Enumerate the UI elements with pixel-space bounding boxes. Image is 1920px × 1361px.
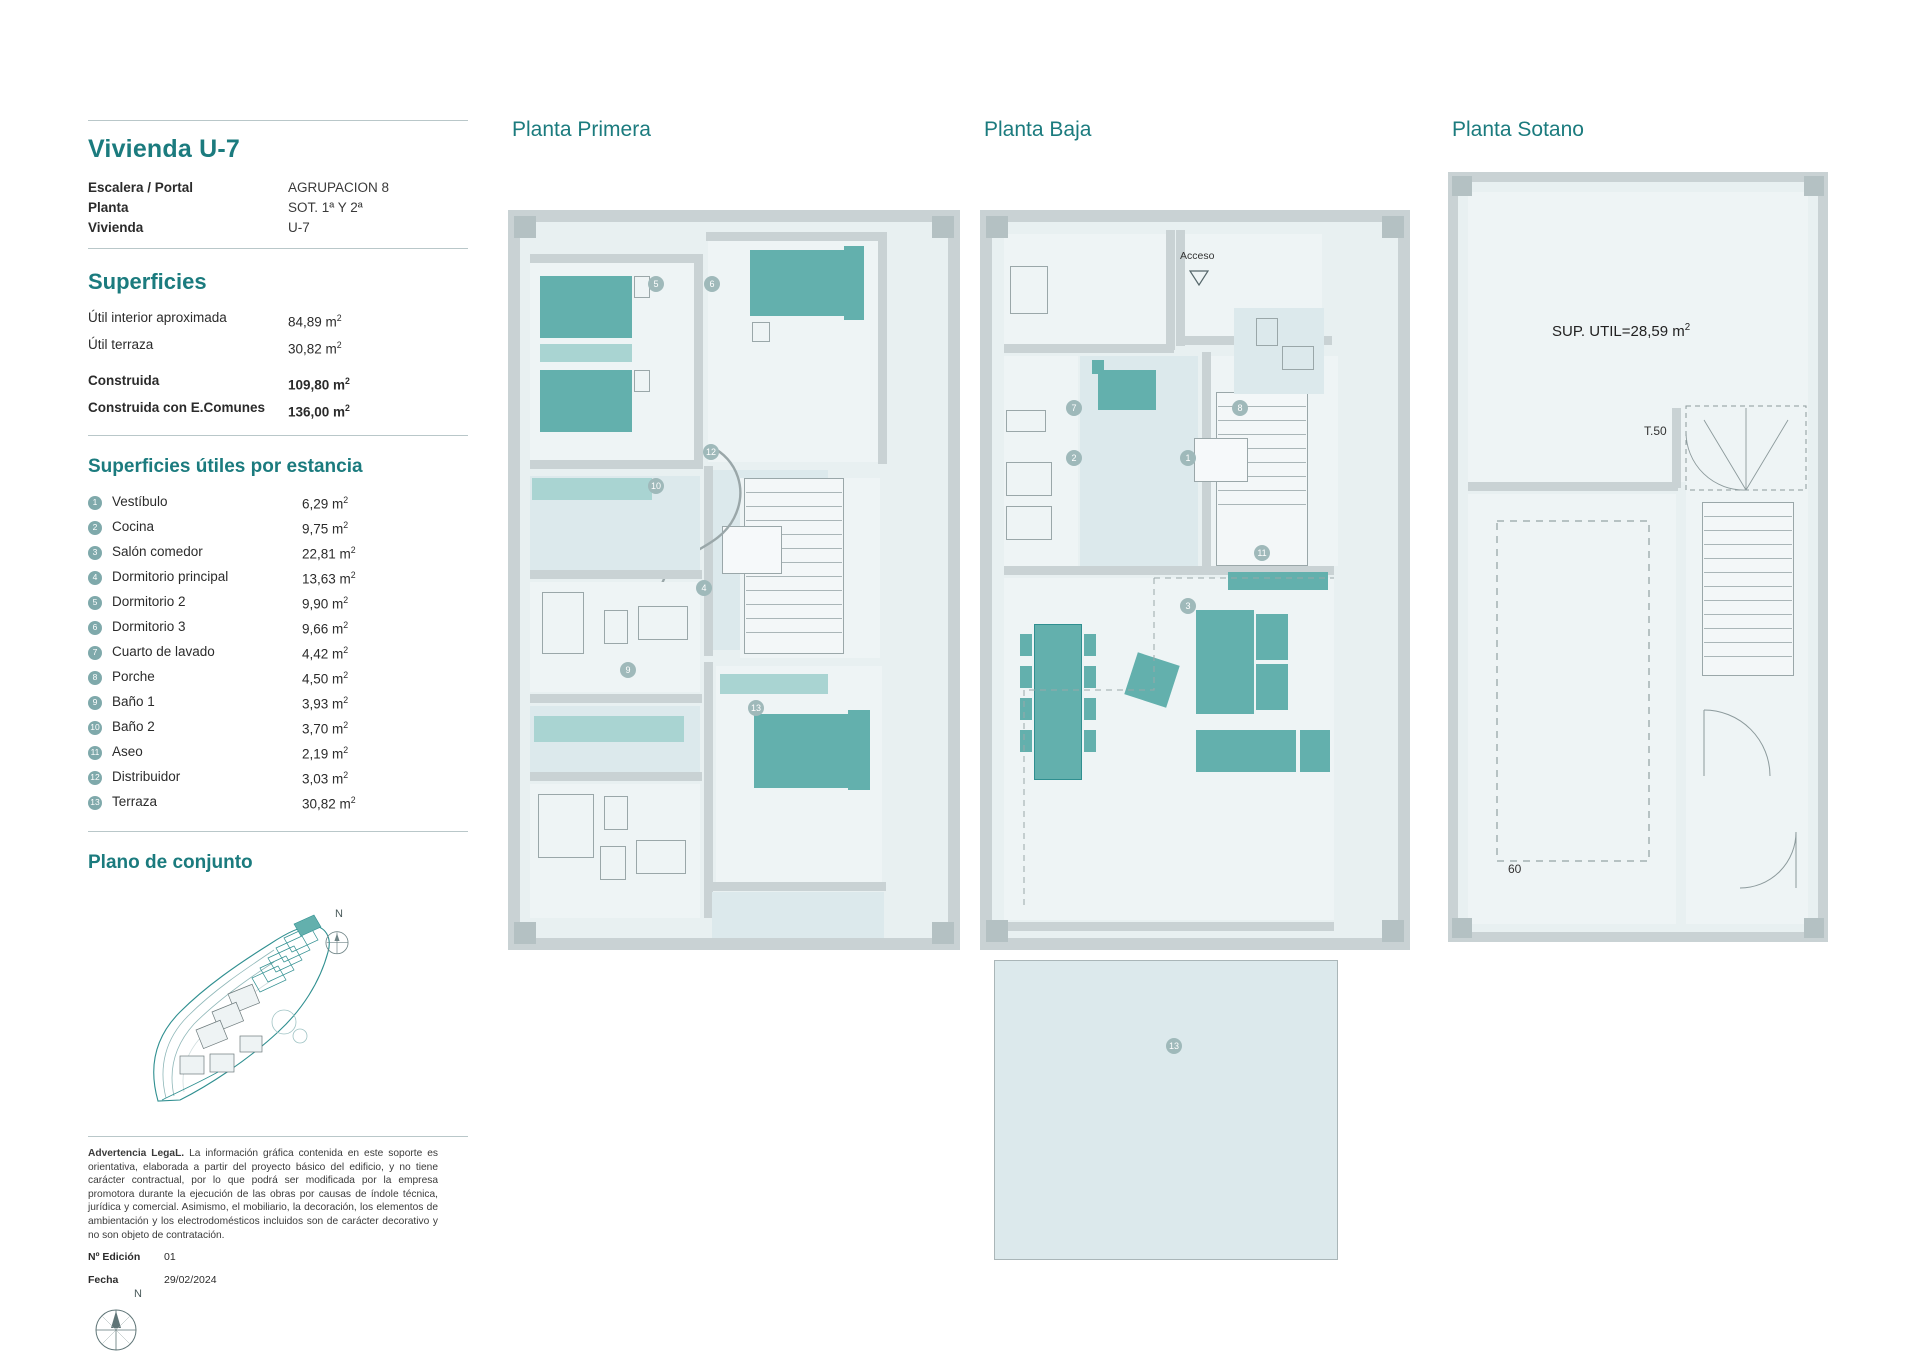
room-marker-8: 8 <box>1232 400 1248 416</box>
room-marker-2: 2 <box>1066 450 1082 466</box>
room-number-badge: 10 <box>88 721 102 735</box>
room-name: Baño 1 <box>112 694 155 710</box>
edition-value: 01 <box>164 1251 176 1264</box>
room-marker-1: 1 <box>1180 450 1196 466</box>
room-marker-3: 3 <box>1180 598 1196 614</box>
surface-row <box>88 370 468 397</box>
room-area: 9,90 $m^2$ <box>302 595 349 612</box>
list-item <box>88 665 468 690</box>
list-item <box>88 640 468 665</box>
surface-row <box>88 397 468 424</box>
list-item <box>88 540 468 565</box>
room-marker-5: 5 <box>648 276 664 292</box>
surface-label: Construida con E.Comunes <box>88 399 266 415</box>
room-name: Dormitorio principal <box>112 569 229 585</box>
surface-label: Construida <box>88 373 160 388</box>
room-area: 3,93 $m^2$ <box>302 695 349 712</box>
date-value: 29/02/2024 <box>164 1274 217 1287</box>
surface-label: Útil terraza <box>88 336 154 352</box>
room-number-badge: 5 <box>88 596 102 610</box>
room-number-badge: 1 <box>88 496 102 510</box>
compass-icon-small <box>320 924 354 958</box>
list-item <box>88 590 468 615</box>
edition-label: Nº Edición <box>88 1251 141 1264</box>
list-item <box>88 515 468 540</box>
room-area: 3,03 $m^2$ <box>302 770 349 787</box>
room-number-badge: 7 <box>88 646 102 660</box>
parking-number-label: 60 <box>1508 862 1522 876</box>
surface-label: Útil interior aproximada <box>88 310 227 325</box>
surface-value: 30,82 $m^2$ <box>288 339 342 356</box>
list-item <box>88 490 468 515</box>
date-row <box>88 1273 468 1288</box>
acceso-label: Acceso <box>1180 250 1215 262</box>
legal-body: La información gráfica contenida en este soporte es orientativa, elaborada a partir del proyecto básico del edificio, y no tiene carácter contractual, por lo que podrá ser modificada por la empresa promotora durante la ejecución de las obras por causas de índole técnica, jurídica y comercial. Asimismo, el mobiliario, la decoración, los elementos de ambientación y los electrodomésticos incluidos son de carácter decorativo y no son objeto de contratación. <box>88 1148 438 1241</box>
info-panel <box>88 120 468 1361</box>
room-marker-9: 9 <box>620 662 636 678</box>
room-area: 22,81 $m^2$ <box>302 545 356 562</box>
room-number-badge: 9 <box>88 696 102 710</box>
room-area: 3,70 $m^2$ <box>302 720 349 737</box>
info-row-value: U-7 <box>288 220 310 235</box>
plan-title-sotano: Planta Sotano <box>1452 118 1584 141</box>
room-name: Aseo <box>112 744 143 760</box>
room-area: 4,42 $m^2$ <box>302 645 349 662</box>
list-item <box>88 690 468 715</box>
list-item <box>88 565 468 590</box>
level-label-t50: T.50 <box>1644 424 1667 438</box>
compass-icon <box>88 1296 148 1356</box>
room-number-badge: 13 <box>88 796 102 810</box>
section-title-superficies: Superficies <box>88 269 207 294</box>
info-row-value: SOT. 1ª Y 2ª <box>288 200 363 215</box>
spiral-stair-icon <box>1684 404 1810 494</box>
room-name: Porche <box>112 669 155 685</box>
room-area: 9,66 $m^2$ <box>302 620 349 637</box>
room-name: Terraza <box>112 794 158 810</box>
room-name: Dormitorio 2 <box>112 594 186 610</box>
info-row <box>88 198 468 218</box>
info-row <box>88 178 468 198</box>
legal-notice <box>88 1147 438 1242</box>
divider <box>88 248 468 249</box>
room-number-badge: 12 <box>88 771 102 785</box>
site-plan-drawing <box>88 886 388 1126</box>
room-name: Baño 2 <box>112 719 155 735</box>
info-row-label: Planta <box>88 200 129 215</box>
section-title-estancias: Superficies útiles por estancia <box>88 456 363 477</box>
surface-value: 84,89 $m^2$ <box>288 313 342 330</box>
room-marker-12: 12 <box>703 444 719 460</box>
room-area: 6,29 $m^2$ <box>302 495 349 512</box>
compass-label: N <box>134 1288 142 1301</box>
floorplan-planta-baja <box>980 210 1410 1288</box>
list-item <box>88 615 468 640</box>
room-marker-7: 7 <box>1066 400 1082 416</box>
room-marker-13: 13 <box>748 700 764 716</box>
section-title-plano-conjunto: Plano de conjunto <box>88 852 253 873</box>
list-item <box>88 740 468 765</box>
sup-util-label: SUP. UTIL=28,59 $m^2$ <box>1552 322 1691 340</box>
edition-row <box>88 1250 468 1265</box>
plan-title-primera: Planta Primera <box>512 118 651 141</box>
room-marker-6: 6 <box>704 276 720 292</box>
site-plan <box>88 886 468 1136</box>
room-area: 4,50 $m^2$ <box>302 670 349 687</box>
room-marker-10: 10 <box>648 478 664 494</box>
room-name: Dormitorio 3 <box>112 619 186 635</box>
room-name: Cuarto de lavado <box>112 644 215 660</box>
floorplan-planta-sotano <box>1448 172 1828 942</box>
room-name: Salón comedor <box>112 544 203 560</box>
door-swing-icons <box>1688 702 1808 912</box>
room-marker-13: 13 <box>1166 1038 1182 1054</box>
room-number-badge: 8 <box>88 671 102 685</box>
info-row-label: Vivienda <box>88 220 144 235</box>
room-area: 30,82 $m^2$ <box>302 795 356 812</box>
room-name: Cocina <box>112 519 155 535</box>
list-item <box>88 715 468 740</box>
room-number-badge: 6 <box>88 621 102 635</box>
list-item <box>88 790 468 815</box>
surface-row <box>88 334 468 361</box>
list-item <box>88 765 468 790</box>
room-area: 13,63 $m^2$ <box>302 570 356 587</box>
room-number-badge: 3 <box>88 546 102 560</box>
plan-title-baja: Planta Baja <box>984 118 1092 141</box>
room-marker-4: 4 <box>696 580 712 596</box>
room-area: 9,75 $m^2$ <box>302 520 349 537</box>
room-number-badge: 2 <box>88 521 102 535</box>
room-name: Distribuidor <box>112 769 181 785</box>
divider <box>88 831 468 832</box>
room-marker-11: 11 <box>1254 545 1270 561</box>
divider <box>88 1136 468 1137</box>
room-list <box>88 490 468 815</box>
parking-dashed-outline <box>1496 520 1656 890</box>
room-name: Vestíbulo <box>112 494 168 510</box>
room-number-badge: 4 <box>88 571 102 585</box>
surface-value: 109,80 $m^2$ <box>288 376 350 393</box>
divider-top <box>88 120 468 121</box>
access-arrow-icon <box>1184 268 1214 290</box>
divider <box>88 435 468 436</box>
legal-lead: Advertencia LegaL. <box>88 1148 185 1159</box>
date-label: Fecha <box>88 1274 119 1287</box>
surface-row <box>88 307 468 334</box>
compass-label-small: N <box>335 908 343 920</box>
info-row-value: AGRUPACION 8 <box>288 180 390 195</box>
page-title: Vivienda U-7 <box>88 135 240 163</box>
floorplan-planta-primera <box>508 210 960 950</box>
info-row-label: Escalera / Portal <box>88 180 194 195</box>
room-area: 2,19 $m^2$ <box>302 745 349 762</box>
room-number-badge: 11 <box>88 746 102 760</box>
partition-dashed <box>1004 570 1334 920</box>
info-row <box>88 218 468 238</box>
surface-value: 136,00 $m^2$ <box>288 402 350 419</box>
